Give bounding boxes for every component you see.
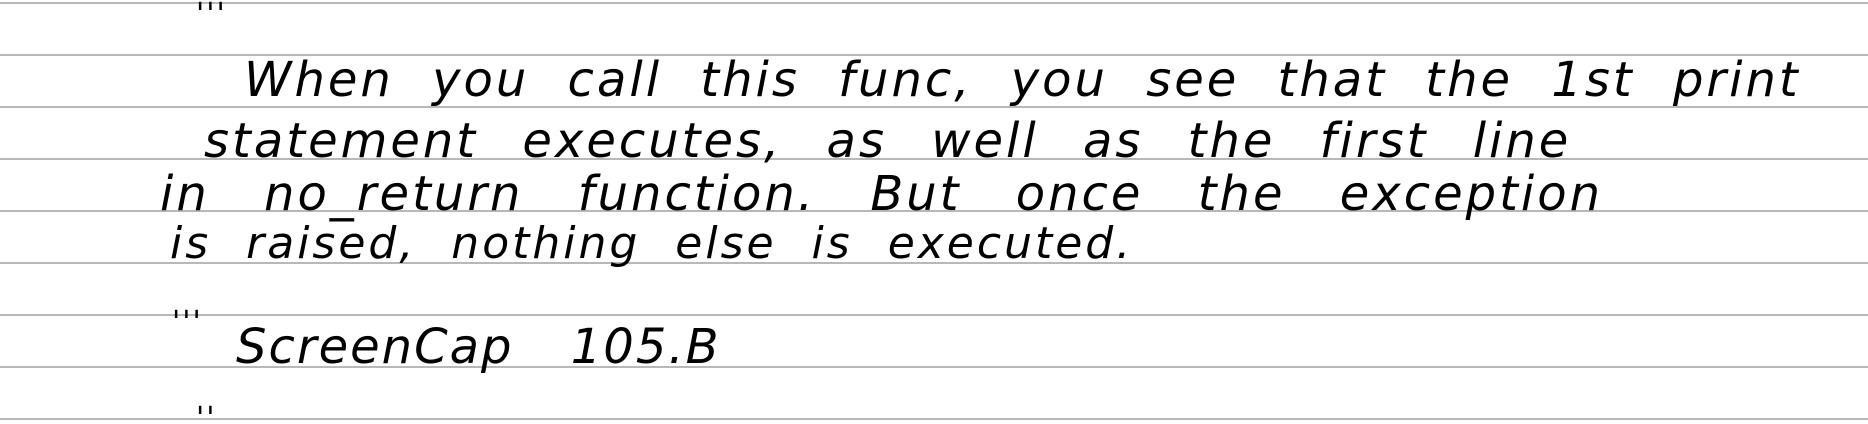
bottom-quotes: '': [196, 401, 217, 424]
opening-docstring-quotes: ''': [196, 0, 227, 32]
screen-cap-caption: ScreenCap 105.B: [236, 319, 721, 375]
handwritten-line-2: statement executes, as well as the first line: [204, 113, 1572, 169]
handwritten-line-4: is raised, nothing else is executed.: [170, 218, 1134, 269]
closing-docstring-quotes: ''': [172, 305, 203, 340]
handwritten-line-1: When you call this func, you see that the 1st print: [244, 52, 1801, 108]
handwritten-line-3: in no_return function. But once the exception: [160, 166, 1604, 222]
